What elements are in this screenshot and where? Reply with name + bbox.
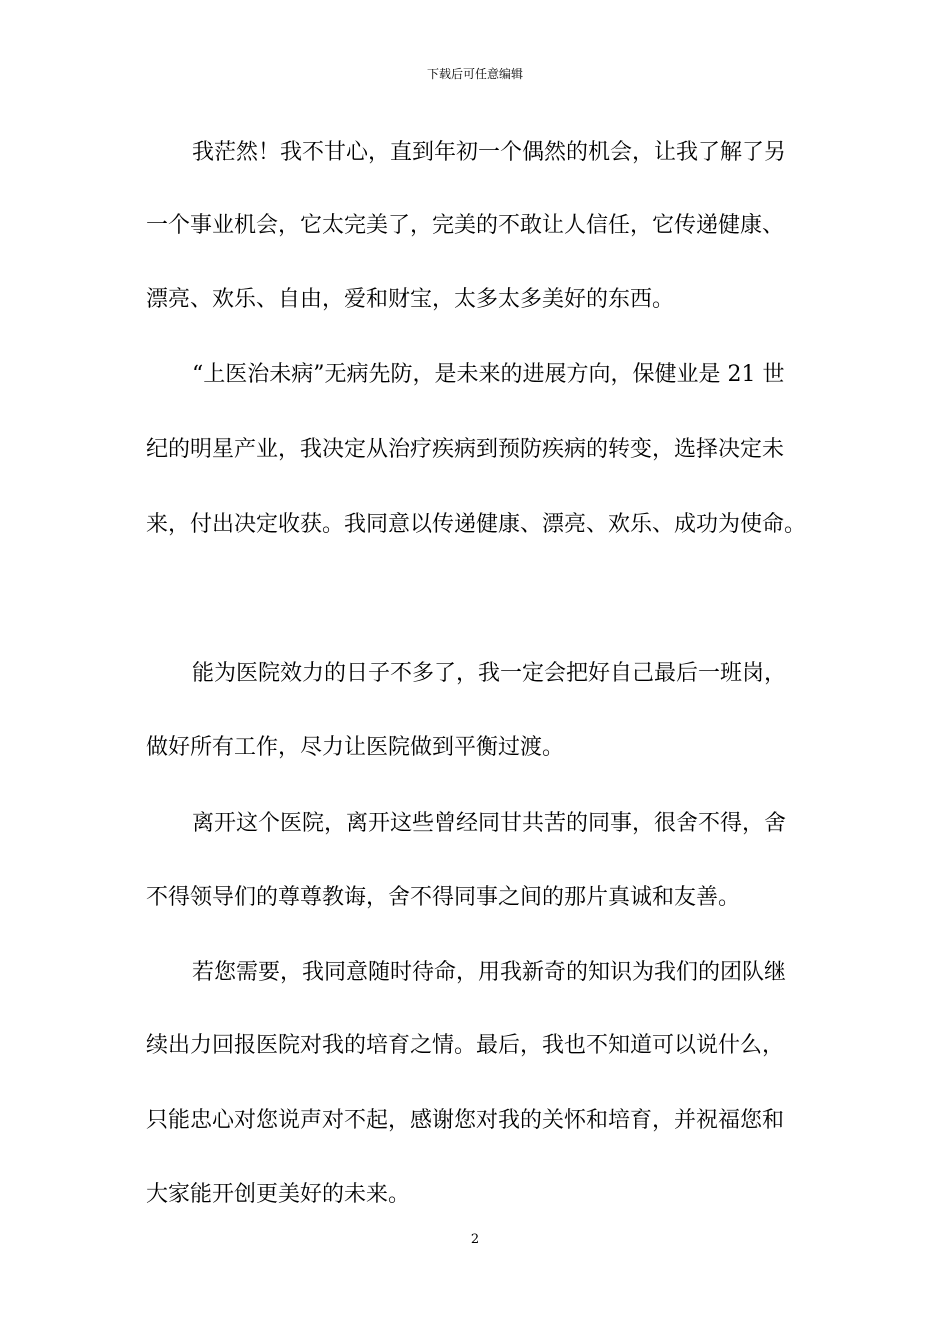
text-line: 续出力回报医院对我的培育之情。最后，我也不知道可以说什么， xyxy=(146,1033,785,1058)
text-line: 不得领导们的尊尊教诲，舍不得同事之间的那片真诚和友善。 xyxy=(146,885,741,910)
text-line: 一个事业机会，它太完美了，完美的不敢让人信任，它传递健康、 xyxy=(146,213,785,238)
page-header: 下载后可任意编辑 xyxy=(426,67,523,81)
text-line: 大家能开创更美好的未来。 xyxy=(146,1182,411,1207)
page-number: 2 xyxy=(470,1232,480,1247)
text-line: 若您需要，我同意随时待命，用我新奇的知识为我们的团队继 xyxy=(192,960,787,985)
text-line: 纪的明星产业，我决定从治疗疾病到预防疾病的转变，选择决定未 xyxy=(146,437,785,462)
text-line: 漂亮、欢乐、自由，爱和财宝，太多太多美好的东西。 xyxy=(146,287,675,312)
text-line: 做好所有工作，尽力让医院做到平衡过渡。 xyxy=(146,735,565,760)
text-line: 我茫然！我不甘心，直到年初一个偶然的机会，让我了解了另 xyxy=(192,140,787,165)
text-line: 能为医院效力的日子不多了，我一定会把好自己最后一班岗， xyxy=(192,661,787,686)
text-line: 来，付出决定收获。我同意以传递健康、漂亮、欢乐、成功为使命。 xyxy=(146,512,807,537)
text-line: 离开这个医院，离开这些曾经同甘共苦的同事，很舍不得，舍 xyxy=(192,811,787,836)
text-line: “上医治未病”无病先防，是未来的进展方向，保健业是 21 世 xyxy=(192,362,785,387)
text-line: 只能忠心对您说声对不起，感谢您对我的关怀和培育，并祝福您和 xyxy=(146,1108,785,1133)
